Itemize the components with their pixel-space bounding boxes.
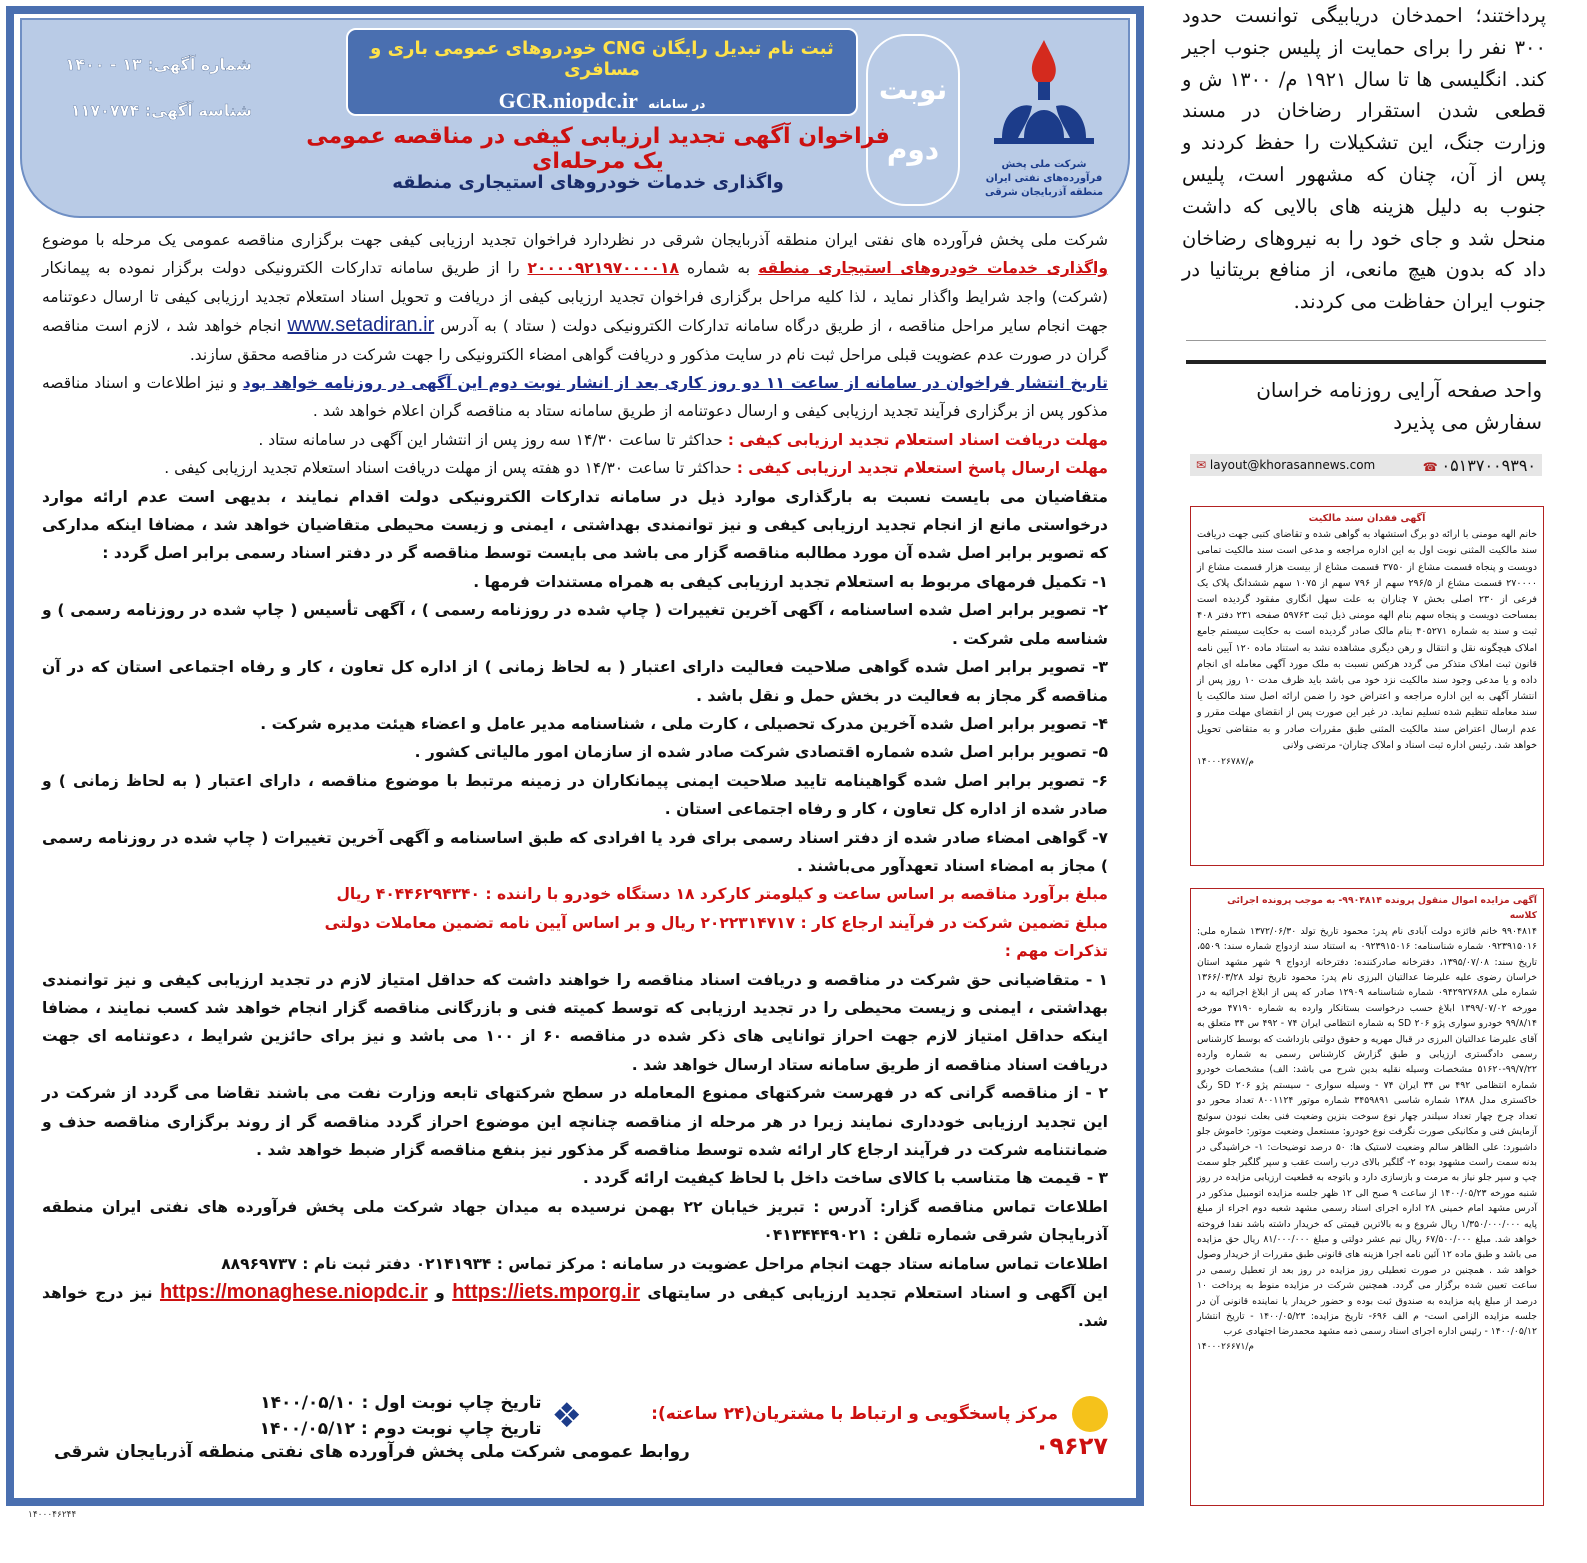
sites-and: و [435, 1284, 445, 1303]
publish-rest: و نیز اطلاعات و اسناد مناقصه مذکور پس از برگزاری فرآیند تجدید ارزیابی کیفی و ارسال دعوتنامه از طریق سامانه ستاد به مناقصه گران اعلام خواهد شد . [42, 374, 1108, 421]
cng-banner [346, 28, 858, 116]
deadline-send-value: حداکثر تا ساعت ۱۴/۳۰ دو هفته پس از مهلت دریافت اسناد استعلام تجدید ارزیابی کیفی . [164, 459, 732, 478]
notes-title: تذکرات مهم : [1004, 942, 1108, 961]
deadline-send-label: مهلت ارسال پاسخ استعلام تجدید ارزیابی کیفی : [736, 459, 1108, 478]
layout-phone: ۰۵۱۳۷۰۰۹۳۹۰ [1441, 455, 1536, 475]
ad-title: فراخوان آگهی تجدید ارزیابی کیفی در مناقصه عمومی یک مرحله‌ای [306, 124, 890, 174]
intro-d: انجام خواهد شد ، لازم است مناقصه گران در صورت عدم عضویت قبلی مراحل ثبت نام در سایت مذکور و دریافت گواهی امضاء الکترونیکی را جهت شرکت در مناقصه محقق سازند. [42, 317, 1108, 364]
monaghese-link[interactable]: https://monaghese.niopdc.ir [159, 1281, 428, 1304]
requirement-item: ۷- گواهی امضاء صادر شده از دفتر اسناد رسمی برای فرد یا افرادی که طبق اساسنامه و آگهی آخرین تغییرات ( چاپ شده در روزنامه رسمی ) مجاز به امضاء اسناد تعهدآور می‌باشند . [42, 828, 1108, 875]
ad-id: شناسه آگهی: ۱۱۷۰۷۷۴ [70, 101, 252, 120]
deadline-send [42, 454, 1108, 482]
round-line1: نوبت [878, 73, 948, 106]
round-badge [866, 34, 960, 206]
logo-text: شرکت ملی پخش فرآورده‌های نفتی ایران منطقه آذربایجان شرقی [984, 159, 1104, 198]
intro-c: را از طریق سامانه تدارکات الکترونیکی دولت برگزار نموده به پیمانکار (شرکت) واجد شرایط واگذار نماید ، لذا کلیه مراحل برگزاری فراخوان تجدید ارزیابی کیفی از دریافت و تحویل اسناد استعلام تجدید ارزیابی کیفی تا ارسال دعوتنامه جهت انجام سایر مراحل مناقصه ، از طریق درگاه سامانه تدارکات الکترونیکی دولت ( ستاد ) به آدرس [42, 259, 1108, 336]
call-center-label: مرکز پاسخگویی و ارتباط با مشتریان(۲۴ ساعته): [651, 1404, 1059, 1424]
phone-icon: ☎ [1422, 459, 1438, 474]
notice-code: م/۱۴۰۰۰۲۶۷۸۷ [1197, 757, 1254, 768]
notice-lost-deed [1190, 506, 1544, 866]
flame-logo-icon [984, 34, 1104, 154]
intro-b: به شماره [687, 259, 751, 278]
layout-phone-wrap [1423, 456, 1536, 475]
note-item: ۱ - متقاضیانی حق شرکت در مناقصه و دریافت اسناد مناقصه را خواهند داشت که حداقل امتیاز لازم در تجدید ارزیابی کیفی و نیز توانمندی بهداشتی ، ایمنی و زیست محیطی را در تجدید ارزیابی که توسط کمیته فنی و بازرگانی مناقصه گزار انجام خواهد شد کسب نمایند ، مضافا اینکه حداقل امتیاز لازم جهت احراز توانایی های ذکر شده در مناقصه ۶۰ از ۱۰۰ می باشد و نیز برای حائزین شرایط ، دعوتنامه ای جهت دریافت اسناد مناقصه از طریق سامانه ستاد ارسال خواهد شد . [42, 970, 1108, 1074]
print-dates [62, 1390, 582, 1442]
intro-paragraph [42, 226, 1108, 369]
layout-email[interactable]: layout@khorasannews.com [1209, 458, 1376, 472]
notice-title: آگهی فقدان سند مالکیت [1308, 513, 1426, 524]
deadline-receive [42, 426, 1108, 454]
requirement-item: ۶- تصویر برابر اصل شده گواهینامه تایید صلاحیت ایمنی پیمانکاران در زمینه مرتبط با موضوع مناقصه ، دارای اعتبار ( به لحاظ زمانی ) و صادر شده از اداره کل تعاون ، کار و رفاه اجتماعی استان . [42, 771, 1108, 819]
column-divider [1186, 340, 1546, 341]
ornament-icon: ❖ [551, 1396, 582, 1436]
tender-subject: واگذاری خدمات خودروهای استیجاری منطقه [758, 259, 1109, 278]
ad-subtitle: واگذاری خدمات خودروهای استیجاری منطقه [392, 172, 784, 193]
publish-paragraph [42, 369, 1108, 426]
note-item: ۲ - از مناقصه گرانی که در فهرست شرکتهای ممنوع المعامله در سطح شرکتهای تابعه وزارت نفت می باشند تقاضا می گردد از شرکت در این تجدید ارزیابی خودداری نمایند زیرا در هر مرحله از مناقصه چنانچه این موضوع احراز گردد مناقصه گر از روند برگزاری مناقصه حذف و ضمانتنامه شرکت در فرآیند ارجاع کار ارائه شده توسط مناقصه گر مذکور نیز بنفع مناقصه گزار ضبط خواهد شد . [42, 1084, 1108, 1159]
ad-header [20, 18, 1130, 218]
layout-ad-line2: سفارش می پذیرد [1393, 410, 1542, 434]
notice-title: آگهی مزایده اموال منقول پرونده ۹۹۰۴۸۱۴- به موجب پرونده اجرائی کلاسه [1227, 895, 1537, 922]
notice-code: م/۱۴۰۰۰۲۶۶۷۱ [1197, 1341, 1254, 1352]
company-logo [974, 34, 1114, 202]
sites-line [42, 1278, 1108, 1336]
setad-link[interactable]: www.setadiran.ir [287, 314, 435, 337]
tender-ad-inner [14, 14, 1136, 1520]
ad-number: شماره آگهی: ۱۳ - ۱۴۰۰ [65, 55, 252, 74]
iets-link[interactable]: https://iets.mporg.ir [452, 1281, 641, 1304]
public-relations: روابط عمومی شرکت ملی پخش فرآورده های نفتی منطقه آذربایجان شرقی [54, 1442, 690, 1462]
sites-b: نیز درج خواهد شد. [42, 1284, 1108, 1331]
setad-contact: اطلاعات تماس سامانه ستاد جهت انجام مراحل عضویت در سامانه : مرکز تماس : ۰۲۱۴۱۹۳۴ دفتر ثبت نام : ۸۸۹۶۹۷۳۷ [221, 1254, 1108, 1273]
round-line2: دوم [886, 133, 940, 166]
date-second: تاریخ چاپ نوبت دوم : ۱۴۰۰/۰۵/۱۲ [259, 1419, 542, 1439]
mascot-icon [1072, 1396, 1108, 1432]
layout-ad-contact [1190, 454, 1542, 476]
publish-date-note: تاریخ انتشار فراخوان در سامانه از ساعت ۱۱ دو روز کاری بعد از انشار نوبت دوم این آگهی در روزنامه خواهد بود [242, 374, 1108, 393]
article-text: پرداختند؛ احمدخان دریابیگی توانست حدود ۳۰۰ نفر را برای حمایت از پلیس جنوب اجیر کند. انگلیسی ها تا سال ۱۹۲۱ م/ ۱۳۰۰ ش و قطعی شدن استقرار رضاخان در مسند وزارت جنگ، این تشکیلات را حفظ کردند و پس از آن، چنان که مشهور است، پلیس جنوب به دلیل هزینه های بالایی که داشت منحل شد و جای خود را به نیروهای رضاخان داد که بدون هیچ مانعی، از منافع بریتانیا در جنوب ایران حفاظت می کردند. [1182, 4, 1546, 314]
requirement-item: ۱- تکمیل فرمهای مربوط به استعلام تجدید ارزیابی کیفی به همراه مستندات فرمها . [473, 572, 1108, 591]
requirements-intro: متقاضیان می بایست نسبت به بارگذاری موارد ذیل در سامانه تدارکات الکترونیکی دولت اقدام نمایند ، بدیهی است عدم ارائه موارد درخواستی مانع از انجام تجدید ارزیابی کیفی و نیز توانمندی بهداشتی ، ایمنی و زیست محیطی متقاضیان خواهد شد ، مضافا اینکه مدارکی که تصویر برابر اصل شده آن مورد مطالبه مناقصه گزار می باشد می بایست توسط مناقصه گر در دفتر اسناد رسمی برابر اصل گردد : [42, 487, 1108, 563]
requirement-item: ۳- تصویر برابر اصل شده گواهی صلاحیت فعالیت دارای اعتبار ( به لحاظ زمانی ) از اداره کل تعاون ، کار و رفاه اجتماعی استان که در آن مناقصه گر مجاز به فعالیت در بخش حمل و نقل باشد . [42, 658, 1108, 705]
mail-icon: ✉ [1196, 458, 1207, 472]
date-first: تاریخ چاپ نوبت اول : ۱۴۰۰/۰۵/۱۰ [260, 1393, 542, 1413]
deadline-receive-label: مهلت دریافت اسناد استعلام تجدید ارزیابی کیفی : [727, 430, 1108, 449]
layout-email-wrap [1196, 458, 1375, 472]
cng-line2 [348, 88, 856, 114]
cng-line1: ثبت نام تبدیل رایگان CNG خودروهای عمومی باری و مسافری [370, 38, 834, 80]
notice-text: ۹۹۰۴۸۱۴ خانم فائزه دولت آبادی نام پدر: محمود تاریخ تولد ۱۳۷۲/۰۶/۳۰ شماره ملی: ۰۹۲۳۹۱۵۰۱۶ شماره شناسنامه: ۰۹۲۳۹۱۵۰۱۶ به استناد سند ازدواج شماره سند: ۵۵۰۹، تاریخ سند: ۱۳۹۵/۰۷/۰۸، دفترخانه صادرکننده: دفترخانه ازدواج ۹ شهر مشهد استان خراسان رضوی علیه علیرضا عدالتیان البرزی نام پدر: محمود تاریخ تولد ۱۳۶۶/۰۳/۲۸ شماره ملی ۰۹۴۲۹۲۷۶۸۸ شماره شناسنامه ۱۲۹۰۹ صادر که پس از ابلاغ اجرائیه به در مورخه ۱۳۹۹/۰۷/۰۲ ابلاغ حسب درخواست بستانکار وارده به شماره ۴۷۱۹۰ مورخه ۹۹/۸/۱۴ خودرو سواری پژو ۲۰۶ SD به شماره انتظامی ایران ۷۴ - ۴۹۲ س ۳۴ متعلق به آقای علیرضا عدالتیان البرزی در قبال مهریه و حقوق دولتی بازداشت که بوسط کارشناس رسمی دادگستری ارزیابی و طبق گزارش کارشناس رسمی به شماره وارده ۹۹/۷/۲۲-۵۱۶۲۰ مشخصات وسیله نقلیه بدین شرح می باشد: الف) مشخصات خودرو شماره انتظامی ۴۹۲ س ۳۴ ایران ۷۴ - وسیله سواری - سیستم پژو ۲۰۶ SD رنگ خاکستری مدل ۱۳۸۸ شماره شاسی ۳۴۵۹۸۹۱ شماره موتور ۸۰۰۱۱۲۴ تعداد محور دو تعداد چرخ چهار تعداد سیلندر چهار نوع سوخت بنزین وضعیت فنی بعلت نبودن سوئیچ آزمایش فنی و مکانیکی صورت نگرفت نوع خودرو: مستعمل وضعیت موتور: خاموش جلو داشبورد: علی الظاهر سالم وضعیت لاستیک ها: ۵۰ درصد توضیحات: ۱- خراشیدگی در بدنه سمت راست مشهود بوده ۲- گلگیر بالای درب راست عقب و سپر گلگیر جلو سمت چپ و سپر جلو نیاز به مرمت و بازسازی دارد و باتوجه به قطعیت ارزیابی مزایده در روز شنبه مورخه ۱۴۰۰/۰۵/۲۳ از ساعت ۹ صبح الی ۱۲ ظهر جلسه مزایده اتومبیل مذکور در آدرس مشهد امام خمینی ۲۸ اداره اجرای اسناد رسمی مشهد شعبه دوم اجراء از مبلغ پایه ۱/۳۵۰/۰۰۰/۰۰۰ ریال شروع و به بالاترین قیمتی که خریدار داشته باشد نقدا فروخته خواهد شد. مبلغ ۶۷/۵۰۰/۰۰۰ ریال نیم عشر دولتی و مبلغ ۸۱/۰۰۰/۰۰۰ ریال حق مزایده می باشد و طبق ماده ۱۲ آئین نامه اجرا هزینه های قانونی طبق مقررات از خریدار وصول خواهد شد . همچنین در صورت تعطیلی روز مزایده در روز بعد از تعطیل رسمی در ساعت تعیین شده برگزار می گردد. همچنین شرکت در مزایده منوط به پرداخت ۱۰ درصد از مبلغ پایه مزایده به صندوق ثبت بوده و حضور خریدار یا نماینده قانونی آن در جلسه مزایده الزامی است- م الف ۶۹۶- تاریخ مزایده: ۱۴۰۰/۰۵/۲۳ - تاریخ انتشار ۱۴۰۰/۰۵/۱۲ - رئیس اداره اجرای اسناد رسمی ذمه مشهد محمدرضا اجتهادی عرب [1197, 925, 1538, 1338]
notice-auction [1190, 888, 1544, 1506]
tender-number: ۲۰۰۰۰۹۲۱۹۷۰۰۰۰۱۸ [527, 259, 679, 278]
note-item: ۳ - قیمت ها متناسب با کالای ساخت داخل با لحاظ کیفیت ارائه گردد . [582, 1169, 1108, 1188]
call-center-number: ۰۹۶۲۷ [1034, 1432, 1108, 1460]
requirement-item: ۲- تصویر برابر اصل شده اساسنامه ، آگهی آخرین تغییرات ( چاپ شده در روزنامه رسمی ) ، آگهی تأسیس ( چاپ شده در روزنامه رسمی ) و شناسه ملی شرکت . [42, 601, 1108, 648]
cng-prefix: در سامانه [648, 97, 706, 111]
notice-text: خانم الهه مومنی با ارائه دو برگ استشهاد به گواهی شده و تقاضای کتبی جهت دریافت سند مالکیت المثنی نوبت اول به این اداره مراجعه و مدعی است سند مالکیت تمامی دویست و پنجاه قسمت مشاع از ۳۷۵۰ قسمت مشاع از بیست هزار قسمت مشاع از ۲۷۰۰۰۰ قسمت مشاع از ۲۹۶/۵ سهم از ۷۹۶ سهم از ۱۰۷۵ سهم ششدانگ پلاک یک فرعی از ۲۳۰ اصلی بخش ۷ چناران به علت سهل انگاری مفقود گردیده است بمساحت دویست و پنجاه سهم بنام الهه مومنی ذیل ثبت ۵۹۷۶۳ صفحه ۲۳۱ دفتر ۴۰۸ ثبت و سند به شماره ۴۰۵۲۷۱ بنام مالک صادر گردیده است به حکایت سیستم جامع املاک هیچگونه نقل و انتقال و رهن دیگری مشاهده نشد به استناد ماده ۱۲۰ آیین نامه قانون ثبت املاک متذکر می گردد هرکس نسبت به ملک مورد آگهی معامله ای انجام داده و یا مدعی وجود سند مالکیت نزد خود می باشد باید ظرف مدت ۱۰ روز پس از انتشار آگهی به این اداره مراجعه و اعتراض خود را ضمن ارائه اصل سند مالکیت یا سند معامله تنظیم شده تسلیم نماید. در غیر این صورت پس از انقضای مهلت مقرر و عدم ارسال اعتراض سند مالکیت المثنی طبق مقررات صادر و به متقاضی تحویل خواهد شد. رئیس اداره ثبت اسناد و املاک چناران- مرتضی ولانی [1197, 529, 1538, 751]
sites-a: این آگهی و اسناد استعلام تجدید ارزیابی کیفی در سایتهای [647, 1284, 1108, 1303]
contact-info: اطلاعات تماس مناقصه گزار: آدرس : تبریز خیابان ۲۲ بهمن نرسیده به میدان جهاد شرکت ملی پخش فرآورده های نفتی ایران منطقه آذربایجان شرقی شماره تلفن : ۰۴۱۳۴۴۴۹۰۲۱ [42, 1197, 1108, 1245]
deadline-receive-value: حداکثر تا ساعت ۱۴/۳۰ سه روز پس از انتشار این آگهی در سامانه ستاد . [258, 430, 723, 449]
guarantee-amount: مبلغ تضمین شرکت در فرآیند ارجاع کار : ۲۰۲۲۳۱۴۷۱۷ ریال و بر اساس آیین نامه تضمین معاملات دولتی [324, 913, 1108, 932]
ad-identifiers [52, 42, 252, 134]
intro-a: شرکت ملی پخش فرآورده های نفتی ایران منطقه آذربایجان شرقی در نظردارد فراخوان تجدید ارزیابی کیفی جهت برگزاری مناقصه عمومی یک مرحله با موضوع [42, 231, 1108, 249]
cng-site: GCR.niopdc.ir [498, 88, 638, 113]
estimate-amount: مبلغ برآورد مناقصه بر اساس ساعت و کیلومتر کارکرد ۱۸ دستگاه خودرو با راننده : ۴۰۴۴۶۲۹۴۳۴۰ ریال [336, 885, 1108, 904]
requirement-item: ۵- تصویر برابر اصل شده شماره اقتصادی شرکت صادر شده از سازمان امور مالیاتی کشور . [414, 743, 1108, 762]
ad-code: ۱۴۰۰۰۴۶۲۴۴ [28, 1510, 77, 1520]
tender-ad [6, 6, 1144, 1520]
layout-ad-line1: واحد صفحه آرایی روزنامه خراسان [1256, 378, 1542, 402]
requirement-item: ۴- تصویر برابر اصل شده آخرین مدرک تحصیلی ، کارت ملی ، شناسنامه مدیر عامل و اعضاء هیئت مدیره شرکت . [260, 714, 1108, 733]
ad-body [42, 226, 1108, 1336]
layout-ad [1186, 360, 1546, 486]
